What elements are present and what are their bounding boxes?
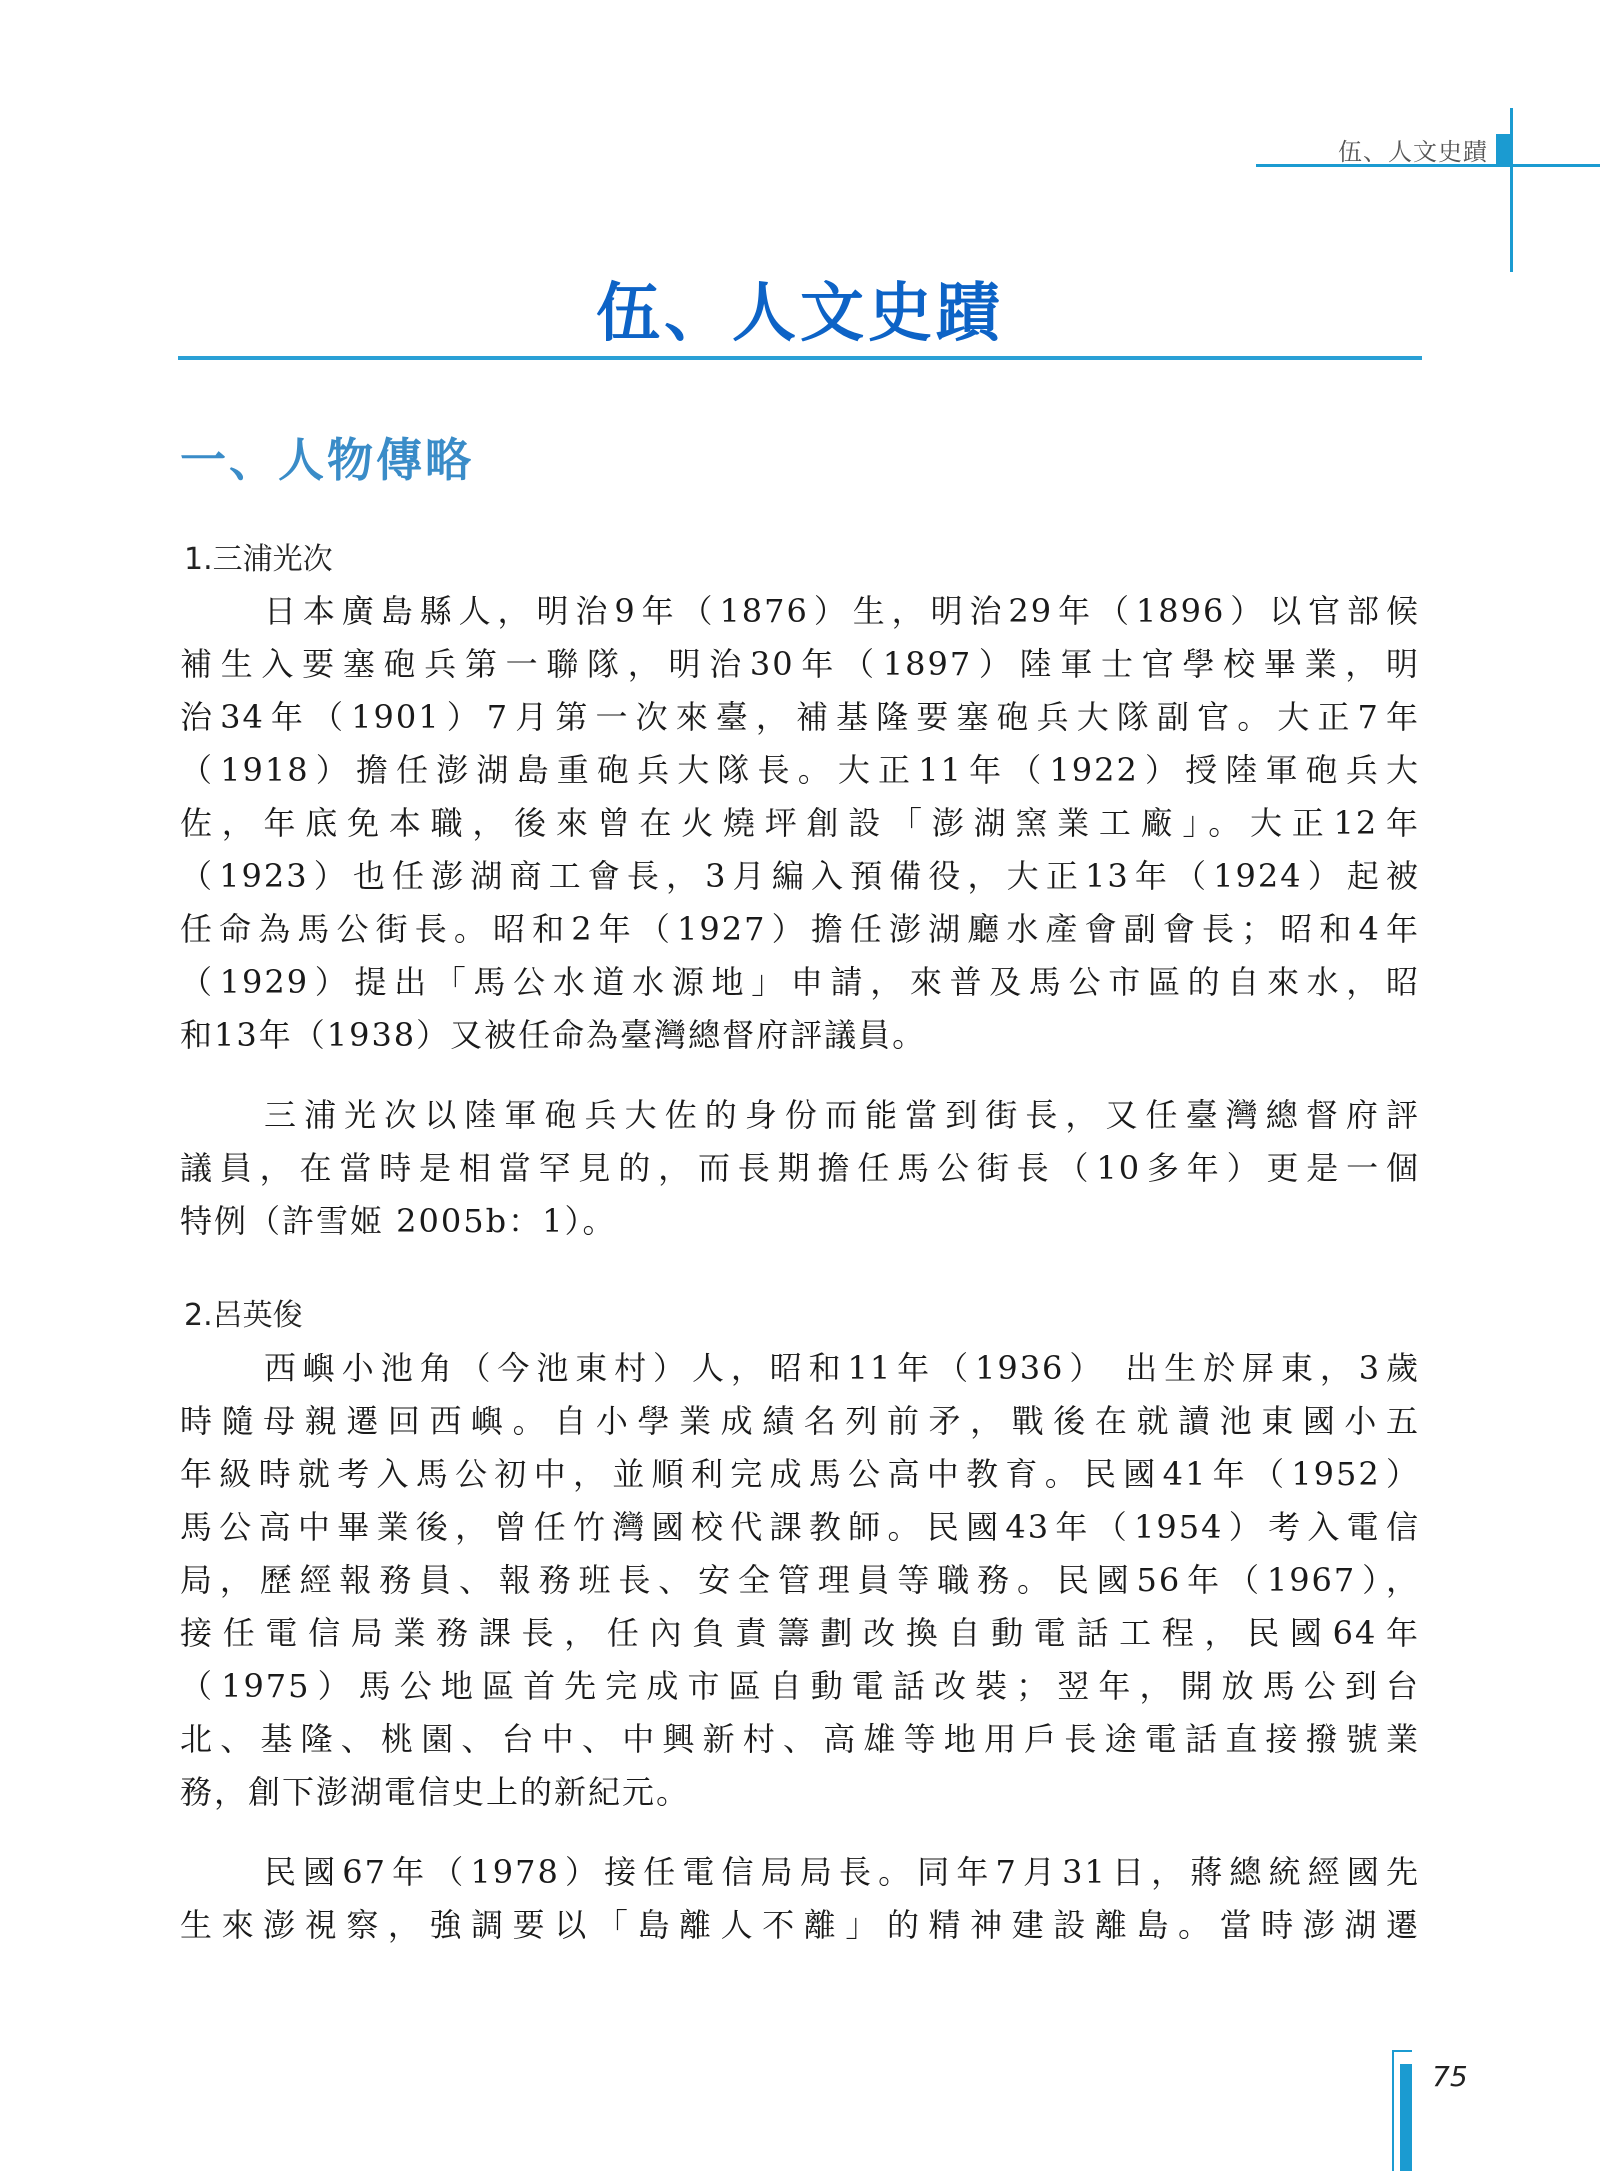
paragraph-line: 時隨母親遷回西嶼。自小學業成績名列前矛，戰後在就讀池東國小五 xyxy=(180,1402,1420,1440)
page-number: 75 xyxy=(1432,2060,1468,2093)
paragraph-line: 議員，在當時是相當罕見的，而長期擔任馬公街長（10多年）更是一個 xyxy=(180,1149,1420,1187)
paragraph xyxy=(180,1846,1420,1952)
footer-vertical-rule xyxy=(1392,2050,1394,2171)
chapter-title: 伍、人文史蹟 xyxy=(596,276,1004,351)
paragraph-line: 日本廣島縣人，明治9年（1876）生，明治29年（1896）以官部候 xyxy=(264,592,1420,630)
paragraph-line: 佐，年底免本職，後來曾在火燒坪創設「澎湖窯業工廠」。大正12年 xyxy=(180,804,1420,842)
paragraph xyxy=(180,1342,1420,1819)
paragraph xyxy=(180,585,1420,1062)
paragraph-line: 三浦光次以陸軍砲兵大佐的身份而能當到街長，又任臺灣總督府評 xyxy=(264,1096,1420,1134)
paragraph-line: 補生入要塞砲兵第一聯隊，明治30年（1897）陸軍士官學校畢業，明 xyxy=(180,645,1420,683)
paragraph-line: （1929）提出「馬公水道水源地」申請，來普及馬公市區的自來水，昭 xyxy=(180,963,1420,1001)
paragraph-line: 特例（許雪姬 2005b：1）。 xyxy=(180,1202,617,1240)
chapter-title-rule xyxy=(178,356,1422,360)
paragraph-line: 北、基隆、桃園、台中、中興新村、高雄等地用戶長途電話直接撥號業 xyxy=(180,1720,1420,1758)
paragraph-line: 馬公高中畢業後，曾任竹灣國校代課教師。民國43年（1954）考入電信 xyxy=(180,1508,1420,1546)
paragraph-line: 接任電信局業務課長，任內負責籌劃改換自動電話工程，民國64年 xyxy=(180,1614,1420,1652)
paragraph-line: 民國67年（1978）接任電信局局長。同年7月31日，蔣總統經國先 xyxy=(264,1853,1420,1891)
paragraph-line: 務，創下澎湖電信史上的新紀元。 xyxy=(180,1773,691,1811)
footer-marker-block xyxy=(1400,2064,1412,2171)
header-vertical-rule xyxy=(1510,108,1513,272)
paragraph-line: 局，歷經報務員、報務班長、安全管理員等職務。民國56年（1967）， xyxy=(180,1561,1420,1599)
entry-heading: 1.三浦光次 xyxy=(184,542,333,577)
entry-heading: 2.呂英俊 xyxy=(184,1298,303,1333)
paragraph-line: 任命為馬公街長。昭和2年（1927）擔任澎湖廳水產會副會長；昭和4年 xyxy=(180,910,1420,948)
header-marker-block xyxy=(1496,134,1512,164)
section-title: 一、人物傳略 xyxy=(180,433,474,487)
paragraph-line: 西嶼小池角（今池東村）人，昭和11年（1936） 出生於屏東，3歲 xyxy=(264,1349,1420,1387)
running-header: 伍、人文史蹟 xyxy=(1338,138,1488,166)
paragraph-line: （1923）也任澎湖商工會長，3月編入預備役，大正13年（1924）起被 xyxy=(180,857,1420,895)
paragraph-line: （1975）馬公地區首先完成市區自動電話改裝；翌年，開放馬公到台 xyxy=(180,1667,1420,1705)
paragraph-line: 生來澎視察，強調要以「島離人不離」的精神建設離島。當時澎湖遷 xyxy=(180,1906,1420,1944)
paragraph-line: 年級時就考入馬公初中，並順利完成馬公高中教育。民國41年（1952） xyxy=(180,1455,1420,1493)
footer-rule-tick xyxy=(1392,2050,1412,2052)
paragraph-line: （1918）擔任澎湖島重砲兵大隊長。大正11年（1922）授陸軍砲兵大 xyxy=(180,751,1420,789)
paragraph-line: 和13年（1938）又被任命為臺灣總督府評議員。 xyxy=(180,1016,927,1054)
paragraph-line: 治34年（1901）7月第一次來臺，補基隆要塞砲兵大隊副官。大正7年 xyxy=(180,698,1420,736)
paragraph xyxy=(180,1089,1420,1248)
